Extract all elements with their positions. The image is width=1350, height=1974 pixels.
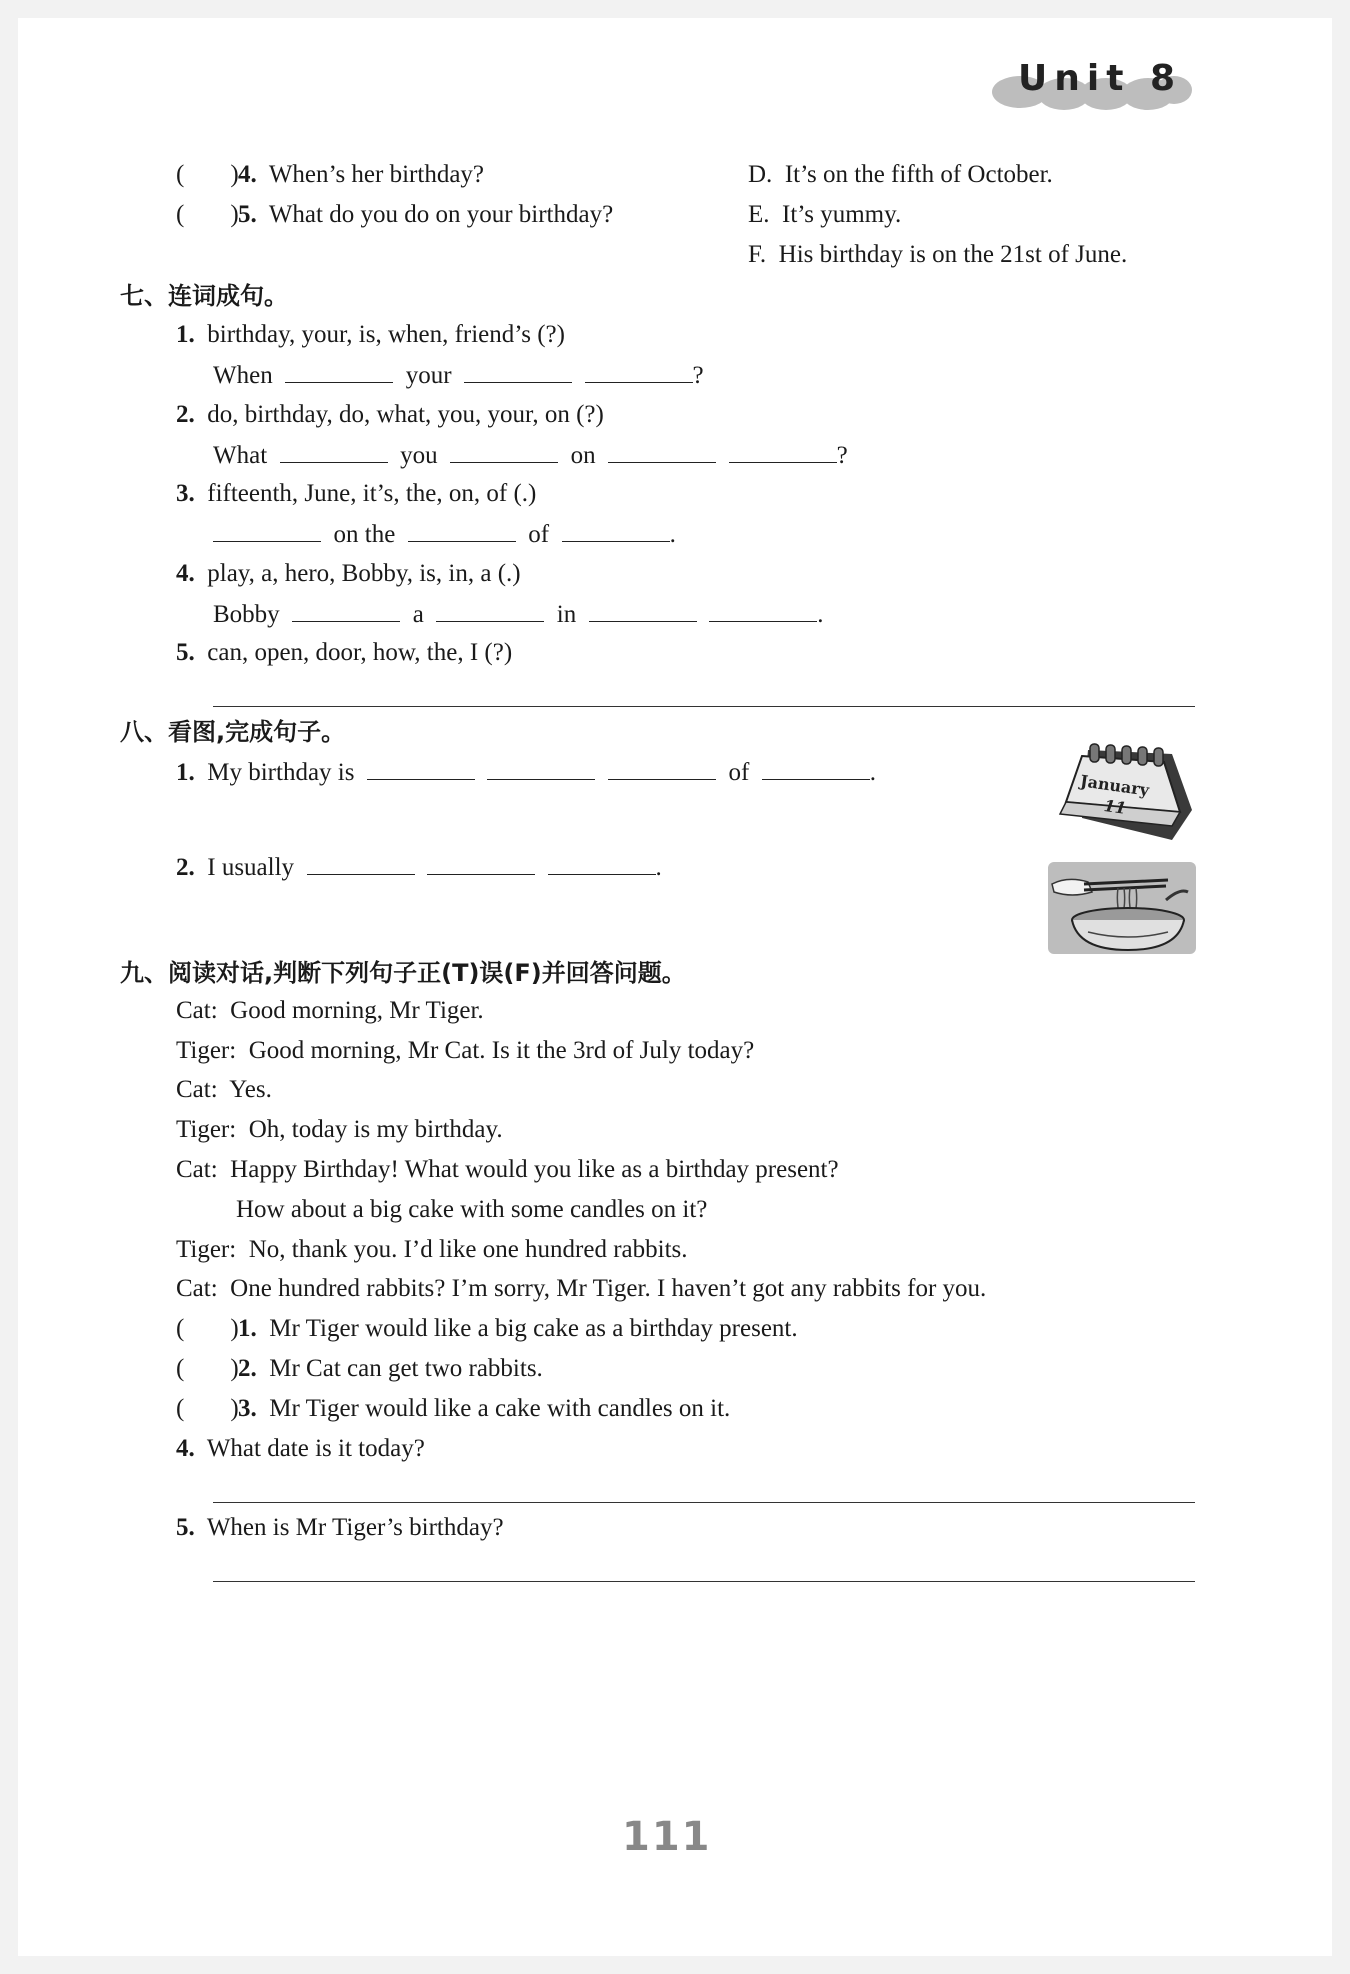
dialogue-line: Cat: Happy Birthday! What would you like as a birthday present? [176, 1156, 839, 1183]
match-option-f: F. His birthday is on the 21st of June. [748, 241, 1128, 268]
dialogue-line: Tiger: No, thank you. I’d like one hundred rabbits. [176, 1236, 688, 1263]
question-5: 5. When is Mr Tiger’s birthday? [176, 1514, 504, 1541]
answer-blank[interactable] [436, 599, 544, 622]
s7-item-2-answer: What you on ? [213, 442, 848, 469]
s7-item-3-words: 3. fifteenth, June, it’s, the, on, of (.) [176, 480, 537, 507]
section-9-heading: 九、阅读对话,判断下列句子正(T)误(F)并回答问题。 [120, 959, 686, 987]
section-8-heading: 八、看图,完成句子。 [120, 718, 346, 746]
s7-item-3-answer: on the of . [213, 519, 676, 550]
match-row-5: ( )5. What do you do on your birthday? [176, 201, 614, 228]
question-4: 4. What date is it today? [176, 1435, 425, 1462]
answer-blank[interactable] [562, 519, 670, 542]
dialogue-line: Cat: Yes. [176, 1076, 272, 1103]
judge-item-3: ( )3. Mr Tiger would like a cake with candles on it. [176, 1395, 731, 1422]
calendar-day: 11 [1102, 795, 1128, 818]
match-option-e: E. It’s yummy. [748, 201, 902, 228]
judge-item-1: ( )1. Mr Tiger would like a big cake as a birthday present. [176, 1315, 798, 1342]
answer-blank[interactable] [709, 599, 817, 622]
section-7-heading: 七、连词成句。 [120, 282, 288, 310]
calendar-icon [1052, 740, 1198, 852]
s7-item-4-words: 4. play, a, hero, Bobby, is, in, a (.) [176, 560, 521, 587]
answer-blank[interactable] [729, 440, 837, 463]
calendar-month: January [1079, 771, 1151, 800]
match-option-d: D. It’s on the fifth of October. [748, 161, 1053, 188]
answer-blank[interactable] [487, 757, 595, 780]
s7-item-5-answer-line[interactable] [213, 706, 1195, 707]
dialogue-line: Cat: One hundred rabbits? I’m sorry, Mr Tiger. I haven’t got any rabbits for you. [176, 1275, 987, 1302]
answer-blank[interactable] [307, 852, 415, 875]
s7-item-5-words: 5. can, open, door, how, the, I (?) [176, 639, 513, 666]
page-number: 111 [622, 1814, 712, 1860]
answer-blank[interactable] [608, 440, 716, 463]
answer-blank[interactable] [285, 360, 393, 383]
dialogue-line: Cat: Good morning, Mr Tiger. [176, 997, 484, 1024]
answer-blank[interactable] [427, 852, 535, 875]
answer-blank[interactable] [589, 599, 697, 622]
answer-blank[interactable] [464, 360, 572, 383]
noodle-bowl-icon [1048, 862, 1196, 954]
s8-item-2: 2. I usually . [176, 854, 662, 881]
answer-blank[interactable] [450, 440, 558, 463]
judge-item-2: ( )2. Mr Cat can get two rabbits. [176, 1355, 543, 1382]
dialogue-line: Tiger: Oh, today is my birthday. [176, 1116, 503, 1143]
answer-blank[interactable] [292, 599, 400, 622]
s7-item-2-words: 2. do, birthday, do, what, you, your, on (?) [176, 401, 604, 428]
s8-item-1: 1. My birthday is of . [176, 759, 877, 786]
answer-blank[interactable] [213, 519, 321, 542]
dialogue-line: How about a big cake with some candles on it? [236, 1196, 708, 1223]
answer-blank[interactable] [280, 440, 388, 463]
answer-blank[interactable] [548, 852, 656, 875]
s7-item-1-answer: When your ? [213, 362, 704, 389]
s7-item-1-words: 1. birthday, your, is, when, friend’s (?) [176, 321, 565, 348]
question-4-answer-line[interactable] [213, 1502, 1195, 1503]
dialogue-line: Tiger: Good morning, Mr Cat. Is it the 3rd of July today? [176, 1037, 755, 1064]
answer-blank[interactable] [408, 519, 516, 542]
unit-title: Unit 8 [1018, 58, 1182, 99]
question-5-answer-line[interactable] [213, 1581, 1195, 1582]
answer-blank[interactable] [585, 360, 693, 383]
match-row-4: ( )4. When’s her birthday? [176, 161, 485, 188]
answer-blank[interactable] [367, 757, 475, 780]
answer-blank[interactable] [608, 757, 716, 780]
answer-blank[interactable] [762, 757, 870, 780]
s7-item-4-answer: Bobby a in . [213, 601, 824, 628]
